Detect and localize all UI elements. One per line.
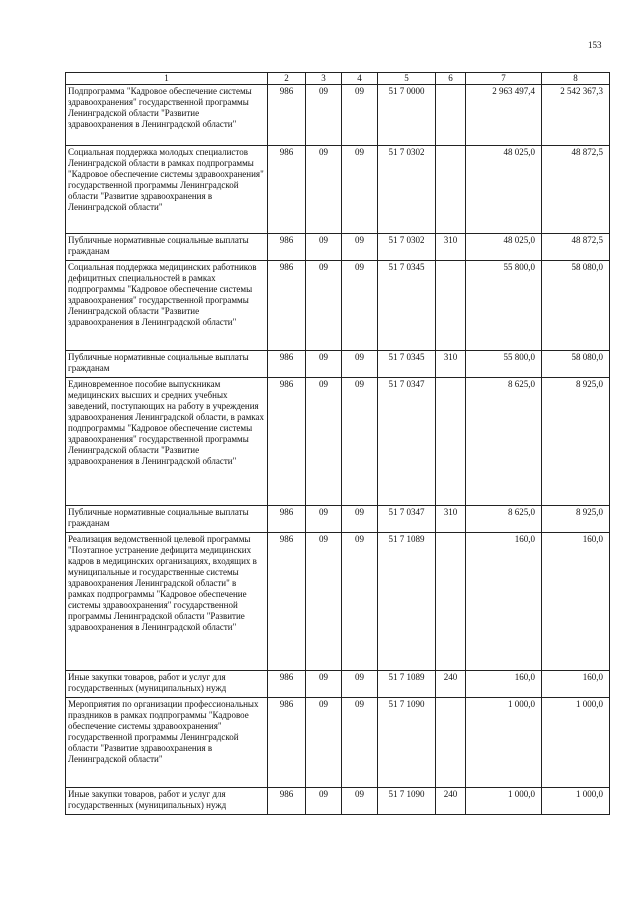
row-name: Иные закупки товаров, работ и услуг для государственных (муниципальных) нужд	[66, 671, 268, 698]
row-subsection-code: 09	[342, 788, 378, 815]
table-body	[66, 73, 610, 815]
row-subsection-code: 09	[342, 671, 378, 698]
row-amount-2: 58 080,0	[542, 351, 610, 378]
row-expense-type	[436, 146, 466, 234]
table-row	[66, 788, 610, 815]
row-name: Единовременное пособие выпускникам медицинских высших и средних учебных заведений, поступающих на работу в учреждения здравоохранения Ленинградской области, в рамках подпрограммы "Кадровое обеспечение системы здравоохранения" государственной программы Ленинградской области "Развитие здравоохранения в Ленинградской области"	[66, 378, 268, 506]
row-expense-type: 310	[436, 351, 466, 378]
row-amount-2: 8 925,0	[542, 506, 610, 533]
row-amount-1: 48 025,0	[466, 234, 542, 261]
row-expense-type: 310	[436, 506, 466, 533]
row-amount-2: 1 000,0	[542, 698, 610, 788]
row-amount-2: 1 000,0	[542, 788, 610, 815]
row-name: Публичные нормативные социальные выплаты гражданам	[66, 351, 268, 378]
column-header: 6	[436, 73, 466, 85]
row-subsection-code: 09	[342, 378, 378, 506]
row-name: Реализация ведомственной целевой программы "Поэтапное устранение дефицита медицинских кадров в медицинских организациях, входящих в муниципальные и государственные системы здравоохранения Ленинградской области" в рамках подпрограммы "Кадровое обеспечение системы здравоохранения" государственной программы Ленинградской области "Развитие здравоохранения в Ленинградской области"	[66, 533, 268, 671]
row-amount-1: 8 625,0	[466, 378, 542, 506]
row-subsection-code: 09	[342, 698, 378, 788]
row-section-code: 09	[306, 85, 342, 146]
row-amount-2: 58 080,0	[542, 261, 610, 351]
table-row	[66, 533, 610, 671]
row-ministry-code: 986	[268, 234, 306, 261]
row-ministry-code: 986	[268, 788, 306, 815]
row-section-code: 09	[306, 698, 342, 788]
row-amount-1: 55 800,0	[466, 261, 542, 351]
table-row	[66, 698, 610, 788]
row-target-code: 51 7 1089	[378, 671, 436, 698]
column-header: 7	[466, 73, 542, 85]
column-header: 2	[268, 73, 306, 85]
row-subsection-code: 09	[342, 533, 378, 671]
row-target-code: 51 7 0345	[378, 351, 436, 378]
row-section-code: 09	[306, 146, 342, 234]
row-target-code: 51 7 0345	[378, 261, 436, 351]
row-expense-type: 240	[436, 788, 466, 815]
row-target-code: 51 7 1089	[378, 533, 436, 671]
row-ministry-code: 986	[268, 533, 306, 671]
row-subsection-code: 09	[342, 146, 378, 234]
row-name: Иные закупки товаров, работ и услуг для государственных (муниципальных) нужд	[66, 788, 268, 815]
row-section-code: 09	[306, 234, 342, 261]
row-name: Публичные нормативные социальные выплаты гражданам	[66, 234, 268, 261]
row-ministry-code: 986	[268, 378, 306, 506]
table-row	[66, 85, 610, 146]
row-amount-1: 160,0	[466, 533, 542, 671]
column-header: 8	[542, 73, 610, 85]
row-ministry-code: 986	[268, 146, 306, 234]
row-subsection-code: 09	[342, 261, 378, 351]
row-ministry-code: 986	[268, 261, 306, 351]
row-subsection-code: 09	[342, 234, 378, 261]
row-section-code: 09	[306, 378, 342, 506]
row-subsection-code: 09	[342, 85, 378, 146]
row-amount-1: 1 000,0	[466, 698, 542, 788]
row-amount-1: 8 625,0	[466, 506, 542, 533]
row-expense-type: 240	[436, 671, 466, 698]
row-target-code: 51 7 0347	[378, 378, 436, 506]
row-target-code: 51 7 1090	[378, 788, 436, 815]
table-row	[66, 351, 610, 378]
table-row	[66, 671, 610, 698]
row-ministry-code: 986	[268, 671, 306, 698]
row-name: Мероприятия по организации профессиональных праздников в рамках подпрограммы "Кадровое обеспечение системы здравоохранения" государственной программы Ленинградской области "Развитие здравоохранения в Ленинградской области"	[66, 698, 268, 788]
row-amount-1: 1 000,0	[466, 788, 542, 815]
row-name: Социальная поддержка медицинских работников дефицитных специальностей в рамках подпрограммы "Кадровое обеспечение системы здравоохранения" государственной программы Ленинградской области "Развитие здравоохранения в Ленинградской области"	[66, 261, 268, 351]
row-amount-2: 8 925,0	[542, 378, 610, 506]
budget-table	[65, 72, 610, 815]
row-ministry-code: 986	[268, 698, 306, 788]
table-row	[66, 234, 610, 261]
row-name: Социальная поддержка молодых специалистов Ленинградской области в рамках подпрограммы "Кадровое обеспечение системы здравоохранения" государственной программы Ленинградской области "Развитие здравоохранения в Ленинградской области"	[66, 146, 268, 234]
row-target-code: 51 7 0302	[378, 146, 436, 234]
table-header-row	[66, 73, 610, 85]
row-amount-2: 160,0	[542, 671, 610, 698]
row-section-code: 09	[306, 671, 342, 698]
row-target-code: 51 7 0302	[378, 234, 436, 261]
row-target-code: 51 7 1090	[378, 698, 436, 788]
row-amount-1: 55 800,0	[466, 351, 542, 378]
table-row	[66, 146, 610, 234]
column-header: 3	[306, 73, 342, 85]
row-name: Публичные нормативные социальные выплаты гражданам	[66, 506, 268, 533]
row-expense-type	[436, 698, 466, 788]
row-amount-1: 160,0	[466, 671, 542, 698]
row-expense-type: 310	[436, 234, 466, 261]
column-header: 5	[378, 73, 436, 85]
row-amount-2: 48 872,5	[542, 234, 610, 261]
table-row	[66, 261, 610, 351]
row-section-code: 09	[306, 351, 342, 378]
page-number: 153	[588, 40, 602, 50]
row-amount-1: 48 025,0	[466, 146, 542, 234]
row-amount-2: 48 872,5	[542, 146, 610, 234]
row-amount-2: 160,0	[542, 533, 610, 671]
row-target-code: 51 7 0000	[378, 85, 436, 146]
row-name: Подпрограмма "Кадровое обеспечение системы здравоохранения" государственной программы Ленинградской области "Развитие здравоохранения в Ленинградской области"	[66, 85, 268, 146]
row-ministry-code: 986	[268, 85, 306, 146]
row-section-code: 09	[306, 261, 342, 351]
row-amount-2: 2 542 367,3	[542, 85, 610, 146]
row-section-code: 09	[306, 506, 342, 533]
row-expense-type	[436, 533, 466, 671]
row-target-code: 51 7 0347	[378, 506, 436, 533]
table-row	[66, 506, 610, 533]
row-amount-1: 2 963 497,4	[466, 85, 542, 146]
row-ministry-code: 986	[268, 351, 306, 378]
row-expense-type	[436, 378, 466, 506]
row-section-code: 09	[306, 788, 342, 815]
row-expense-type	[436, 261, 466, 351]
row-expense-type	[436, 85, 466, 146]
row-subsection-code: 09	[342, 506, 378, 533]
table-row	[66, 378, 610, 506]
row-ministry-code: 986	[268, 506, 306, 533]
column-header: 1	[66, 73, 268, 85]
row-subsection-code: 09	[342, 351, 378, 378]
row-section-code: 09	[306, 533, 342, 671]
column-header: 4	[342, 73, 378, 85]
